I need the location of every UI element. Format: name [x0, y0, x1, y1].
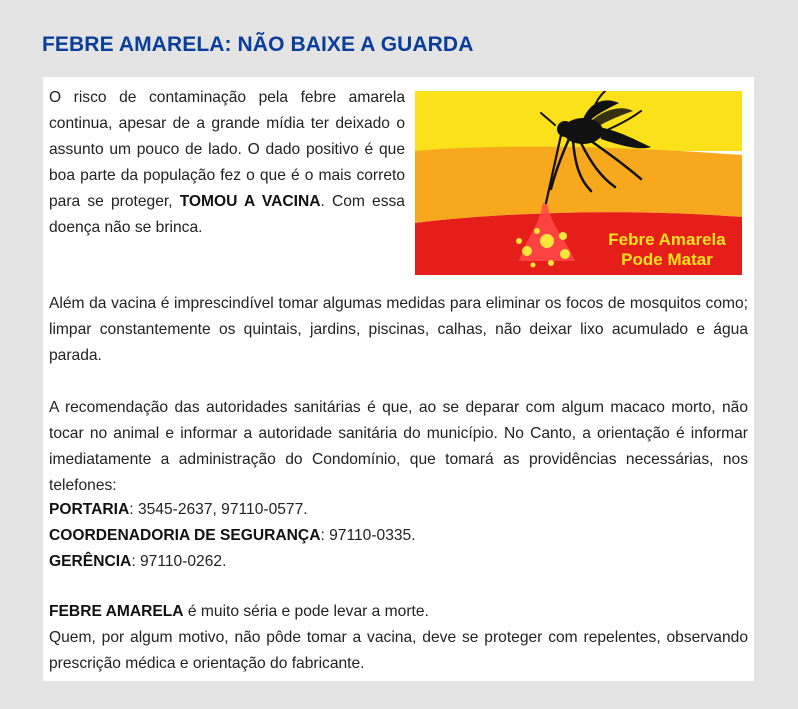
closing-block	[49, 599, 748, 677]
closing-line2: Quem, por algum motivo, não pôde tomar a vacina, deve se proteger com repelentes, observando prescrição médica e orientação do fabricante.	[49, 629, 748, 672]
contact-gerencia	[49, 549, 748, 575]
contact-label: COORDENADORIA DE SEGURANÇA	[49, 527, 321, 544]
banner-line1: Febre Amarela	[608, 230, 726, 249]
contact-value: : 97110-0262.	[131, 553, 227, 570]
intro-text-end: . Com essa doença não se brinca.	[49, 193, 405, 236]
contact-value: : 3545-2637, 97110-0577.	[129, 501, 308, 518]
contact-label: GERÊNCIA	[49, 553, 132, 570]
closing-line1	[49, 599, 748, 625]
closing-line1-text: é muito séria e pode levar a morte.	[183, 603, 429, 620]
closing-bold: FEBRE AMARELA	[49, 603, 184, 620]
paragraph-prevention: Além da vacina é imprescindível tomar algumas medidas para eliminar os focos de mosquitos como; limpar constantemente os quintais, jardins, piscinas, calhas, não deixar lixo acumulado e água parada.	[49, 295, 748, 364]
contact-portaria	[49, 497, 748, 523]
contact-value: : 97110-0335.	[320, 527, 416, 544]
mosquito-banner	[415, 91, 742, 275]
intro-paragraph	[49, 85, 405, 241]
contact-label: PORTARIA	[49, 501, 130, 518]
contact-coordenadoria	[49, 523, 748, 549]
banner-band-middle	[415, 147, 742, 223]
paragraph-recommendation: A recomendação das autoridades sanitárias é que, ao se deparar com algum macaco morto, não tocar no animal e informar a autoridade sanitária do município. No Canto, a orientação é informar imediatamente a administração do Condomínio, que tomará as providências necessárias, nos telefones:	[49, 399, 748, 494]
banner-line2: Pode Matar	[621, 250, 713, 269]
page-title: FEBRE AMARELA: NÃO BAIXE A GUARDA	[42, 33, 474, 56]
intro-text: O risco de contaminação pela febre amarela continua, apesar de a grande mídia ter deixado o assunto um pouco de lado. O dado positivo é que boa parte da população fez o que é o mais correto para se proteger,	[49, 89, 405, 210]
article-panel	[43, 77, 754, 681]
intro-bold: TOMOU A VACINA	[179, 193, 321, 210]
contact-list	[49, 497, 748, 575]
